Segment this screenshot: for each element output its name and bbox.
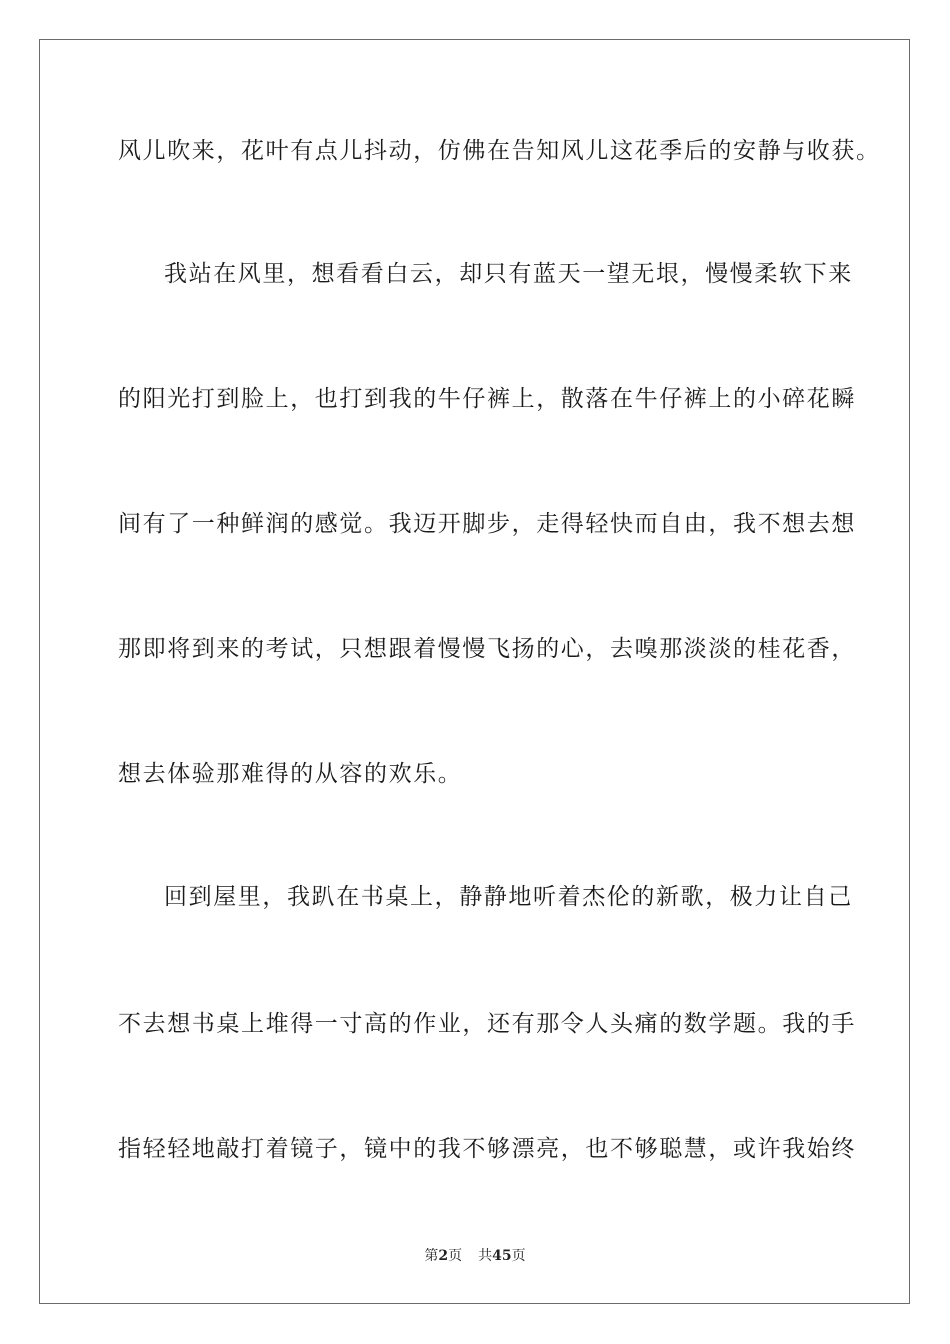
text-line: 回到屋里，我趴在书桌上，静静地听着杰伦的新歌，极力让自己 — [164, 884, 853, 910]
page-number: 2 — [438, 1248, 449, 1264]
text-line: 不去想书桌上堆得一寸高的作业，还有那令人头痛的数学题。我的手 — [118, 1011, 856, 1037]
text-line: 想去体验那难得的从容的欢乐。 — [118, 761, 463, 787]
text-line: 我站在风里，想看看白云，却只有蓝天一望无垠，慢慢柔软下来 — [164, 261, 853, 287]
text-line: 那即将到来的考试，只想跟着慢慢飞扬的心，去嗅那淡淡的桂花香， — [118, 636, 856, 662]
text-line: 指轻轻地敲打着镜子，镜中的我不够漂亮，也不够聪慧，或许我始终 — [118, 1136, 856, 1162]
total-prefix: 共 — [478, 1248, 493, 1264]
page-prefix: 第 — [424, 1248, 439, 1264]
total-pages: 45 — [492, 1248, 512, 1264]
text-line: 风儿吹来，花叶有点儿抖动，仿佛在告知风儿这花季后的安静与收获。 — [118, 138, 881, 164]
page-border — [39, 39, 910, 1304]
page-footer — [0, 1246, 950, 1266]
page-suffix: 页 — [448, 1248, 463, 1264]
text-line: 间有了一种鲜润的感觉。我迈开脚步，走得轻快而自由，我不想去想 — [118, 511, 856, 537]
total-suffix: 页 — [511, 1248, 526, 1264]
text-line: 的阳光打到脸上，也打到我的牛仔裤上，散落在牛仔裤上的小碎花瞬 — [118, 386, 856, 412]
